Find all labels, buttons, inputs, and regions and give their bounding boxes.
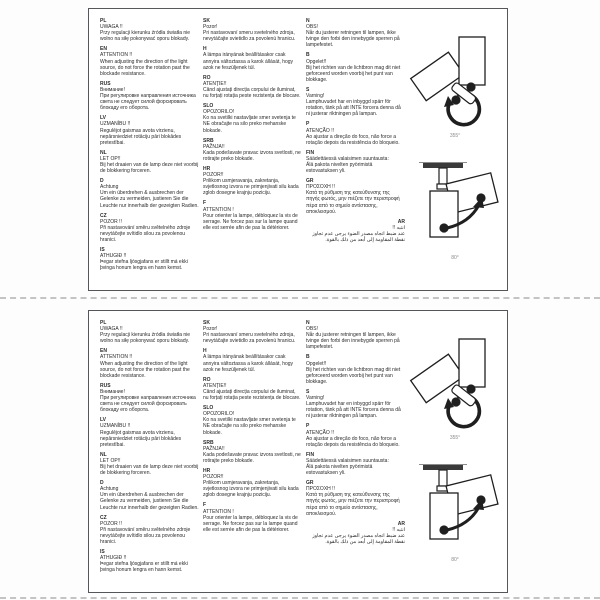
language-code: F (203, 200, 207, 207)
lamp-rotation-diagram-icon (409, 23, 501, 131)
warning-section-RUS (100, 81, 199, 111)
warning-word: UWAGA !! (100, 326, 123, 333)
language-code: SRB (203, 439, 214, 446)
rotation-diagram-block (409, 325, 501, 441)
warning-section-HR (203, 468, 302, 498)
warning-section-H (203, 348, 302, 372)
warning-word: ATTENTION !! (100, 52, 133, 59)
warning-text: When adjusting the direction of the light source, do not force the rotation past the blockade resistance. (100, 58, 190, 77)
lamp-tilt-diagram-icon (409, 153, 501, 253)
warning-text: Kada podešavate pravac izvora svetlosti, ne rotirajte preko blokade. (203, 149, 301, 162)
language-code: PL (100, 18, 107, 24)
warning-column-2 (203, 320, 302, 537)
language-code: SK (203, 18, 210, 24)
language-code: NL (100, 451, 107, 458)
language-code: SLO (203, 405, 214, 412)
warning-section-F (203, 502, 302, 532)
warning-word: ATTENTION ! (203, 206, 234, 213)
warning-word: Säädettäessä valaisimen suuntausta: (306, 457, 389, 464)
warning-text: Kada podešavate pravac izvora svetlosti, ne rotirajte preko blokade. (203, 451, 301, 464)
warning-section-IS (100, 549, 199, 573)
language-code: EN (100, 46, 107, 53)
warning-text: When adjusting the direction of the light source, do not force the rotation past the blockade resistance. (100, 360, 190, 379)
language-code: P (306, 121, 310, 128)
warning-section-S (306, 389, 405, 419)
warning-section-D (100, 480, 199, 510)
language-code: H (203, 46, 207, 53)
warning-column-3 (306, 18, 405, 247)
warning-section-P (306, 423, 405, 447)
warning-word: ΠΡΟΣΟΧΗ !! (306, 486, 335, 493)
language-code: N (306, 320, 310, 326)
rotation-degree-label: 355° (449, 133, 461, 139)
warning-text: При регулировке направления источника света не следует силой форсировать блокаду его оборота. (100, 395, 196, 414)
warning-column-1 (100, 18, 199, 275)
language-code: HR (203, 165, 211, 172)
warning-word: UWAGA !! (100, 24, 123, 31)
warning-word: ATHUGIÐ !! (100, 555, 127, 562)
warning-section-LV (100, 417, 199, 447)
warning-section-AR (306, 219, 405, 243)
warning-section-EN (100, 46, 199, 76)
warning-word: POZOR !! (100, 218, 122, 225)
warning-text: Bij het richten van de lichtbron mag dit niet geforceerd worden voorbij het punt van blokkage. (306, 64, 401, 83)
warning-text: Pri nastavovaní smeru svetelného zdroja, nevytáčajte svietidlo za povolenú hranicu. (203, 332, 296, 345)
warning-column-3 (306, 320, 405, 549)
warning-word: ATENȚIE!! (203, 382, 227, 389)
warning-word: ATTENTION ! (203, 508, 234, 515)
cut-line (0, 597, 600, 599)
warning-word: POZOR!! (203, 172, 224, 179)
warning-section-S (306, 87, 405, 117)
language-code: EN (100, 348, 107, 355)
lamp-tilt-diagram-icon (409, 455, 501, 555)
rotation-degree-label: 355° (449, 435, 461, 441)
warning-text: Ao ajustar a direção do foco, não force a rotação depois da resistência do bloqueio. (306, 133, 400, 146)
instruction-sheet-bottom (88, 310, 508, 593)
language-code: SRB (203, 137, 214, 144)
warning-text: Ao ajustar a direção do foco, não force a rotação depois da resistência do bloqueio. (306, 435, 400, 448)
warning-word: OBS! (306, 24, 318, 31)
warning-text: Lamphuvudet har en inbyggd spärr för rotation, tänk på att INTE forcera denna då ni justerar riktningen på lampan. (306, 99, 401, 118)
warning-section-P (306, 121, 405, 145)
warning-section-NL (100, 452, 199, 476)
warning-text: Når du justerer retningen til lampen, ikke tvinge den forbi den innebygde sperren på lampefestet. (306, 30, 400, 49)
warning-text: Um ein überdrehen & ausbrechen der Gelenke zu vermeiden, justieren Sie die Leuchte nur innerhalb der gezeigten Radien. (100, 492, 199, 511)
warning-text: Ko na svetilki nastavljate smer svetenja te NE obračajte na silo preko mehanske blokade. (203, 115, 296, 134)
warning-word: LET OP!! (100, 457, 121, 464)
warning-section-FIN (306, 150, 405, 174)
warning-section-GR (306, 178, 405, 215)
language-code: SLO (203, 103, 214, 110)
warning-text: Prilikom usmjeravanja, zakretanja, svjetlosnog izvora ne primjenjivati silu kada zglob dosegne krajnju poziciju. (203, 480, 299, 499)
warning-text: Przy regulacji kierunku źródła światła nie wolno na siłę pokonywać oporu blokady. (100, 332, 191, 345)
warning-section-N (306, 320, 405, 350)
warning-column-2 (203, 18, 302, 235)
warning-section-FIN (306, 452, 405, 476)
warning-text: A lámpa irányának beállításakor csak annyira változtassa a karok állását, hogy azok ne feszüljenek túl. (203, 52, 294, 71)
warning-word: OBS! (306, 326, 318, 333)
language-code: FIN (306, 451, 315, 458)
warning-text: Älä pakota nivelten pyörimistä estovastuksen yli. (306, 463, 373, 477)
language-code: AR (397, 218, 405, 225)
warning-text: Při nastavování směru světelného zdroje nevytáčejte svítidlo silou za povolenou hranici. (100, 526, 191, 545)
warning-word: انتبه !! (392, 526, 405, 533)
warning-section-CZ (100, 515, 199, 545)
warning-section-H (203, 46, 302, 70)
language-code: D (100, 178, 104, 185)
warning-section-B (306, 52, 405, 82)
warning-word: Opgelet!! (306, 360, 327, 367)
warning-text: Pri nastavovaní smeru svetelného zdroja, nevytáčajte svietidlo za povolenú hranicu. (203, 30, 296, 43)
warning-word: ATENÇÃO !! (306, 127, 334, 134)
warning-section-SK (203, 320, 302, 344)
diagram-area (407, 17, 503, 283)
lamp-rotation-diagram-icon (409, 325, 501, 433)
warning-text: Älä pakota nivelten pyörimistä estovastuksen yli. (306, 161, 373, 175)
language-code: HR (203, 467, 211, 474)
warning-text: Κατά τη ρύθμιση της κατεύθυνσης της πηγής φωτός, μην πιέζετε την περιστροφή πέρα από το σημείο αντίστασης, αποκλεισμού. (306, 492, 400, 517)
language-code: GR (306, 480, 314, 487)
diagram-area (407, 319, 503, 585)
warning-text: Przy regulacji kierunku źródła światła nie wolno na siłę pokonywać oporu blokady. (100, 30, 191, 43)
tilt-diagram-block (409, 153, 501, 261)
warning-text: عند ضبط اتجاه مصدر الضوء يرجى عدم تجاوز نقطة المقاومة إلى أبعد من ذلك بالقوة. (312, 532, 405, 545)
warning-text: Bij het draaien van de lamp deze niet voorbij de blokkering forceren. (100, 463, 199, 477)
warning-section-N (306, 18, 405, 48)
warning-text: Ko na svetilki nastavljate smer svetenja te NE obračajte na silo preko mehanske blokade. (203, 417, 296, 436)
warning-section-RO (203, 377, 302, 401)
language-code: H (203, 348, 207, 355)
warning-text: Bij het richten van de lichtbron mag dit niet geforceerd worden voorbij het punt van blokkage. (306, 366, 401, 385)
warning-section-NL (100, 150, 199, 174)
warning-word: Varning! (306, 395, 325, 402)
cut-line (0, 297, 600, 299)
warning-word: OPOZORILO! (203, 109, 235, 116)
warning-word: ATTENTION !! (100, 354, 133, 361)
warning-section-IS (100, 247, 199, 271)
warning-section-AR (306, 521, 405, 545)
warning-word: UZMANĪBU !! (100, 121, 131, 128)
warning-text: A lámpa irányának beállításakor csak annyira változtassa a karok állását, hogy azok ne feszüljenek túl. (203, 354, 294, 373)
warning-text: Bij het draaien van de lamp deze niet voorbij de blokkering forceren. (100, 161, 199, 175)
warning-text: Þegar stefna ljósgjafans er stillt má ekki þvinga honum lengra en hann kemst. (100, 561, 188, 574)
language-code: B (306, 354, 310, 361)
warning-text: Lamphuvudet har en inbyggd spärr för rotation, tänk på att INTE forcera denna då ni justerar riktningen på lampan. (306, 401, 401, 420)
warning-text: Când ajustați direcția corpului de iluminat, nu forțați rotația peste rezistența de blocare. (203, 388, 301, 402)
rotation-diagram-block (409, 23, 501, 139)
language-code: IS (100, 549, 105, 556)
warning-section-SLO (203, 405, 302, 435)
warning-word: Внимание! (100, 86, 125, 93)
warning-section-LV (100, 115, 199, 145)
warning-word: ATHUGIÐ !! (100, 253, 127, 260)
warning-word: انتبه !! (392, 224, 405, 231)
warning-section-PL (100, 18, 199, 42)
warning-word: ΠΡΟΣΟΧΗ !! (306, 184, 335, 191)
warning-section-SLO (203, 103, 302, 133)
tilt-degree-label: 80° (451, 557, 459, 563)
warning-section-SK (203, 18, 302, 42)
warning-section-GR (306, 480, 405, 517)
warning-word: ATENȚIE!! (203, 80, 227, 87)
language-code: NL (100, 149, 107, 156)
language-code: S (306, 388, 310, 395)
warning-word: Säädettäessä valaisimen suuntausta: (306, 155, 389, 162)
warning-section-SRB (203, 138, 302, 162)
language-code: LV (100, 417, 107, 424)
warning-word: PAŽNJA!! (203, 445, 225, 452)
warning-word: Varning! (306, 93, 325, 100)
warning-section-HR (203, 166, 302, 196)
warning-word: Opgelet!! (306, 58, 327, 65)
warning-word: Внимание! (100, 388, 125, 395)
warning-text: Při nastavování směru světelného zdroje nevytáčejte svítidlo silou za povolenou hranici. (100, 224, 191, 243)
language-code: RUS (100, 80, 111, 87)
language-code: FIN (306, 149, 315, 156)
warning-text: Um ein überdrehen & ausbrechen der Gelenke zu vermeiden, justieren Sie die Leuchte nur innerhalb der gezeigten Radien. (100, 190, 199, 209)
warning-text: Pour orienter la lampe, débloquez la vis de serrage. Ne forcez pas sur la lampe quand elle est serrée afin de pas la détériorer. (203, 212, 298, 231)
language-code: GR (306, 178, 314, 185)
warning-text: Prilikom usmjeravanja, zakretanja, svjetlosnog izvora ne primjenjivati silu kada zglob dosegne krajnju poziciju. (203, 178, 299, 197)
language-code: N (306, 18, 310, 24)
language-code: IS (100, 247, 105, 254)
language-code: D (100, 480, 104, 487)
tilt-diagram-block (409, 455, 501, 563)
language-code: B (306, 52, 310, 59)
warning-section-PL (100, 320, 199, 344)
language-code: RO (203, 74, 211, 81)
warning-column-1 (100, 320, 199, 577)
warning-text: При регулировке направления источника света не следует силой форсировать блокаду его оборота. (100, 93, 196, 112)
language-code: SK (203, 320, 210, 326)
language-code: RUS (100, 382, 111, 389)
warning-text: Regulējot gaismas avota virzienu, nepārsniedziet rotāciju pāri blokādes pretestībai. (100, 429, 182, 448)
warning-text: Når du justerer retningen til lampen, ikke tvinge den forbi den innebygde sperren på lampefestet. (306, 332, 400, 351)
warning-section-RO (203, 75, 302, 99)
warning-text: Când ajustați direcția corpului de iluminat, nu forțați rotația peste rezistența de blocare. (203, 86, 301, 100)
warning-text: عند ضبط اتجاه مصدر الضوء يرجى عدم تجاوز نقطة المقاومة إلى أبعد من ذلك بالقوة. (312, 230, 405, 243)
warning-section-D (100, 178, 199, 208)
language-code: F (203, 502, 207, 509)
language-code: PL (100, 320, 107, 326)
tilt-degree-label: 80° (451, 255, 459, 261)
warning-section-F (203, 200, 302, 230)
warning-word: UZMANĪBU !! (100, 423, 131, 430)
language-code: S (306, 86, 310, 93)
warning-text: Regulējot gaismas avota virzienu, nepārsniedziet rotāciju pāri blokādes pretestībai. (100, 127, 182, 146)
warning-text: Κατά τη ρύθμιση της κατεύθυνσης της πηγής φωτός, μην πιέζετε την περιστροφή πέρα από το σημείο αντίστασης, αποκλεισμού. (306, 190, 400, 215)
warning-word: ATENÇÃO !! (306, 429, 334, 436)
language-code: AR (397, 520, 405, 527)
warning-word: POZOR !! (100, 520, 122, 527)
warning-word: Pozor! (203, 326, 218, 333)
warning-word: LET OP!! (100, 155, 121, 162)
language-code: CZ (100, 212, 107, 219)
warning-section-B (306, 354, 405, 384)
warning-word: PAŽNJA!! (203, 143, 225, 150)
language-code: LV (100, 115, 107, 122)
warning-text: Pour orienter la lampe, débloquez la vis de serrage. Ne forcez pas sur la lampe quand elle est serrée afin de pas la détériorer. (203, 514, 298, 533)
warning-word: Achtung (100, 184, 119, 191)
warning-text: Þegar stefna ljósgjafans er stillt má ekki þvinga honum lengra en hann kemst. (100, 259, 188, 272)
language-code: P (306, 423, 310, 430)
warning-section-CZ (100, 213, 199, 243)
instruction-sheet-top (88, 8, 508, 291)
warning-word: Pozor! (203, 24, 218, 31)
language-code: CZ (100, 514, 107, 521)
warning-word: POZOR!! (203, 474, 224, 481)
warning-word: OPOZORILO! (203, 411, 235, 418)
warning-section-SRB (203, 440, 302, 464)
warning-section-EN (100, 348, 199, 378)
language-code: RO (203, 376, 211, 383)
warning-word: Achtung (100, 486, 119, 493)
warning-section-RUS (100, 383, 199, 413)
